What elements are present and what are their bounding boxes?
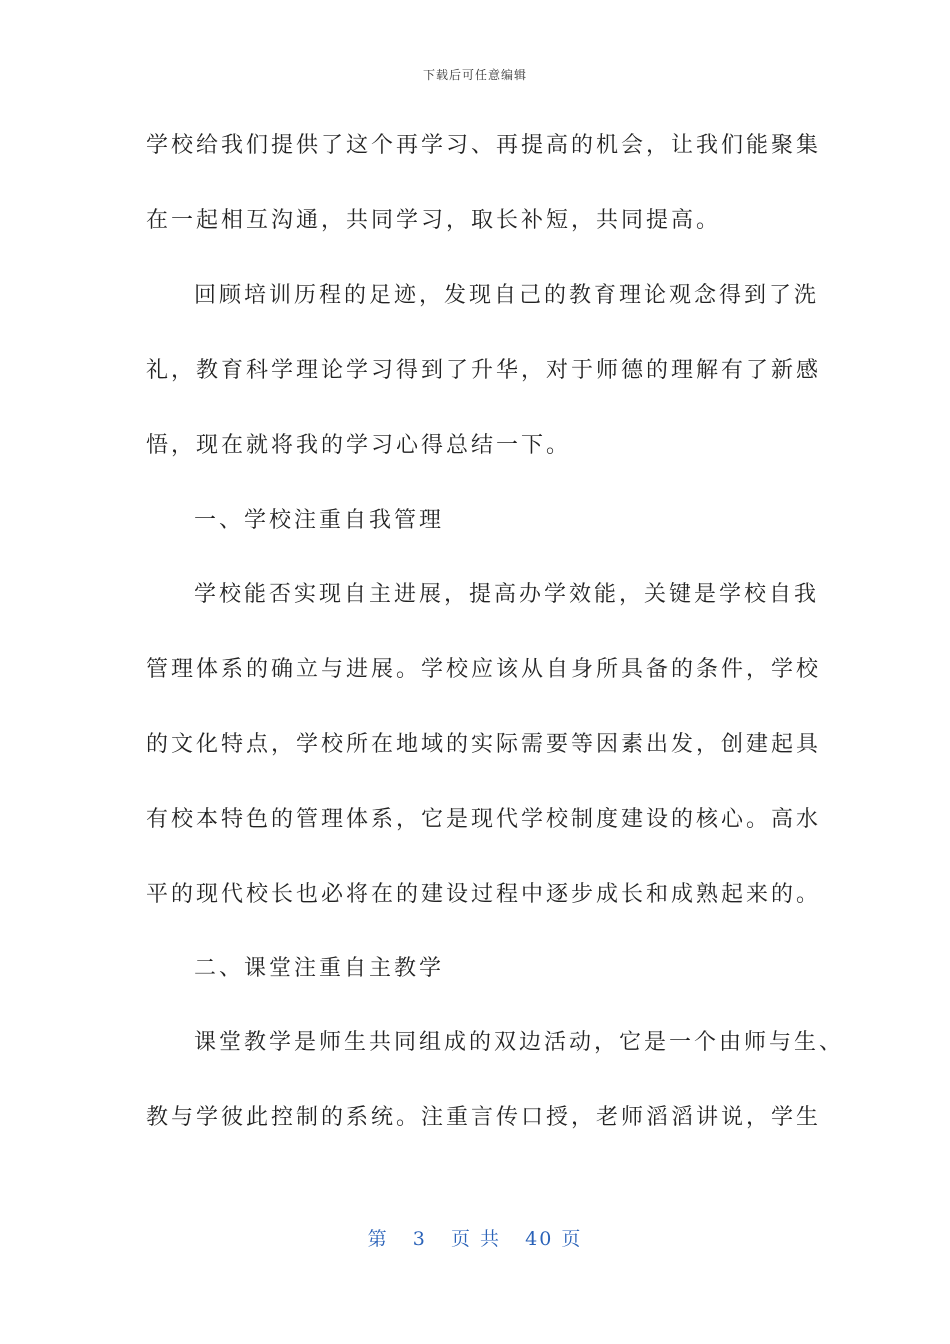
section-heading-1: 一、学校注重自我管理 <box>194 508 445 533</box>
paragraph-first-line: 课堂教学是师生共同组成的双边活动，它是一个由师与生、 <box>194 1030 845 1055</box>
footer-suffix: 页 <box>561 1228 583 1250</box>
text-line: 平的现代校长也必将在的建设过程中逐步成长和成熟起来的。 <box>146 882 822 907</box>
text-line: 的文化特点，学校所在地域的实际需要等因素出发，创建起具 <box>146 732 822 757</box>
total-pages: 40 <box>525 1228 554 1250</box>
page-header: 下载后可任意编辑 <box>422 68 527 82</box>
section-heading-2: 二、课堂注重自主教学 <box>194 956 445 981</box>
paragraph-first-line: 回顾培训历程的足迹，发现自己的教育理论观念得到了洗 <box>194 283 820 308</box>
page-footer <box>0 1224 950 1251</box>
footer-middle: 页 共 <box>450 1228 502 1250</box>
text-line: 管理体系的确立与进展。学校应该从自身所具备的条件，学校 <box>146 657 822 682</box>
text-line: 礼，教育科学理论学习得到了升华，对于师德的理解有了新感 <box>146 358 822 383</box>
text-line: 学校给我们提供了这个再学习、再提高的机会，让我们能聚集 <box>146 133 822 158</box>
text-line: 有校本特色的管理体系，它是现代学校制度建设的核心。高水 <box>146 807 822 832</box>
text-line: 教与学彼此控制的系统。注重言传口授，老师滔滔讲说，学生 <box>146 1105 822 1130</box>
footer-prefix: 第 <box>367 1228 389 1250</box>
text-line: 悟，现在就将我的学习心得总结一下。 <box>146 433 572 458</box>
text-line: 在一起相互沟通，共同学习，取长补短，共同提高。 <box>146 208 722 233</box>
current-page-number: 3 <box>412 1228 427 1250</box>
paragraph-first-line: 学校能否实现自主进展，提高办学效能，关键是学校自我 <box>194 582 820 607</box>
